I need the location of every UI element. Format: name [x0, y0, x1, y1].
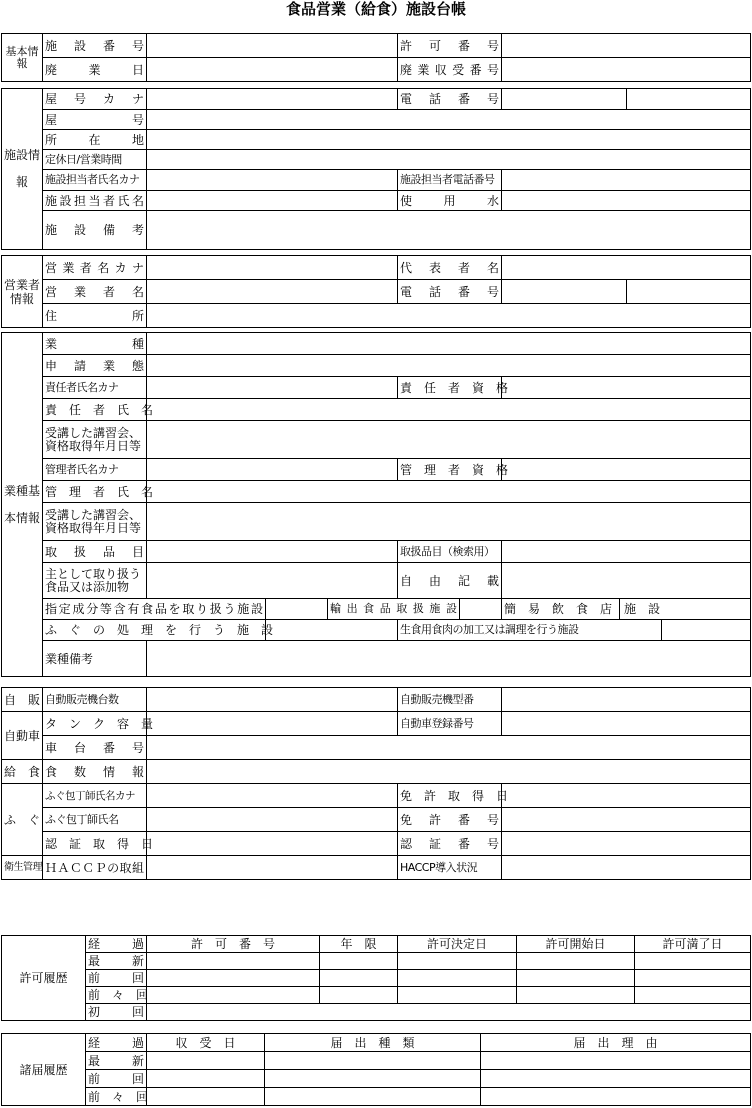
field-value[interactable] — [147, 333, 751, 355]
field-value[interactable] — [147, 760, 751, 784]
cell[interactable] — [635, 987, 751, 1004]
cell[interactable] — [481, 1052, 751, 1070]
field-value[interactable] — [147, 808, 398, 832]
page-title: 食品営業（給食）施設台帳 — [285, 0, 466, 18]
cell[interactable] — [265, 1088, 481, 1106]
field-value[interactable] — [662, 620, 751, 641]
cell[interactable] — [147, 987, 320, 1004]
field-label: 業 種 — [43, 333, 147, 355]
field-value[interactable] — [147, 355, 751, 377]
field-label: 認 証 番 号 — [398, 832, 502, 856]
cell[interactable] — [481, 1070, 751, 1088]
field-value[interactable] — [147, 110, 751, 130]
field-value[interactable] — [147, 130, 751, 150]
field-label: 責 任 者 資 格 — [398, 377, 502, 399]
field-value[interactable] — [502, 256, 751, 280]
field-label: 自 由 記 載 — [398, 563, 502, 599]
field-label: 管理者氏名カナ — [43, 459, 147, 481]
section-label: 衛生管理 — [2, 856, 43, 880]
section-label: 自 販 — [2, 688, 43, 712]
field-label: 施 設 番 号 — [43, 34, 147, 58]
cell[interactable] — [147, 1088, 265, 1106]
notice-history-table — [1, 1033, 751, 1106]
field-value[interactable] — [147, 563, 398, 599]
field-label: 使 用 水 — [398, 191, 502, 211]
section-label: 許可履歴 — [2, 936, 86, 1021]
field-label: 屋 号 — [43, 110, 147, 130]
cell[interactable] — [398, 953, 517, 970]
field-label: 食 数 情 報 — [43, 760, 147, 784]
column-header: 経 過 — [86, 1034, 147, 1052]
field-label: 車 台 番 号 — [43, 736, 147, 760]
field-value[interactable] — [502, 784, 751, 808]
field-label: ふ ぐ の 処 理 を 行 う 施 設 — [43, 620, 266, 641]
field-value[interactable] — [147, 712, 398, 736]
section-label: 自動車 — [2, 712, 43, 760]
section-label: 諸届履歴 — [2, 1034, 86, 1106]
field-label: 受講した講習会、資格取得年月日等 — [43, 503, 147, 541]
field-label: 定休日/営業時間 — [43, 150, 147, 170]
column-header: 許 可 番 号 — [147, 936, 320, 953]
cell[interactable] — [398, 970, 517, 987]
field-label: 輸出食品取扱施設 — [328, 599, 460, 620]
field-label: 責任者氏名カナ — [43, 377, 147, 399]
field-label: 受講した講習会、資格取得年月日等 — [43, 421, 147, 459]
field-label: 生食用食肉の加工又は調理を行う施設 — [398, 620, 662, 641]
field-value[interactable] — [147, 688, 398, 712]
field-label: 施 設 備 考 — [43, 211, 147, 250]
field-label: 許 可 番 号 — [398, 34, 502, 58]
row-label: 前 々 回 — [86, 1088, 147, 1106]
field-value[interactable] — [147, 784, 398, 808]
facility-table — [1, 88, 751, 250]
cell[interactable] — [265, 1052, 481, 1070]
cell[interactable] — [147, 1070, 265, 1088]
field-label: 自動販売機台数 — [43, 688, 147, 712]
field-value[interactable] — [502, 191, 751, 211]
field-label: 施設担当者電話番号 — [398, 170, 502, 191]
field-value[interactable] — [147, 304, 751, 328]
misc-table — [1, 687, 751, 880]
row-label: 前 回 — [86, 1070, 147, 1088]
field-value[interactable] — [147, 211, 751, 250]
column-header: 届 出 種 類 — [265, 1034, 481, 1052]
cell[interactable] — [147, 953, 320, 970]
field-label: 電 話 番 号 — [398, 280, 502, 304]
section-label: 業種基本情報 — [2, 333, 43, 677]
cell[interactable] — [481, 1088, 751, 1106]
field-label: 管 理 者 資 格 — [398, 459, 502, 481]
field-value[interactable] — [502, 808, 751, 832]
field-value[interactable] — [147, 481, 751, 503]
field-label: 営業者名カナ — [43, 256, 147, 280]
field-value[interactable] — [502, 89, 627, 110]
field-label: 営 業 者 名 — [43, 280, 147, 304]
field-value[interactable] — [147, 89, 398, 110]
section-label: 給 食 — [2, 760, 43, 784]
column-header: 許可開始日 — [517, 936, 635, 953]
cell[interactable] — [517, 987, 635, 1004]
cell[interactable] — [517, 953, 635, 970]
field-value[interactable] — [147, 856, 398, 880]
field-value[interactable] — [502, 34, 751, 58]
cell[interactable] — [265, 1070, 481, 1088]
field-value[interactable] — [147, 150, 751, 170]
field-value[interactable] — [502, 280, 627, 304]
field-label: 廃 業 日 — [43, 58, 147, 82]
field-value[interactable] — [147, 256, 398, 280]
field-label: 業種備考 — [43, 641, 147, 677]
cell[interactable] — [320, 970, 398, 987]
row-label: 初 回 — [86, 1004, 147, 1021]
field-value[interactable] — [502, 688, 751, 712]
section-label: 施設情報 — [2, 89, 43, 250]
field-label: ＨＡＣＣＰの取組 — [43, 856, 147, 880]
field-value[interactable] — [147, 34, 398, 58]
field-label: 電 話 番 号 — [398, 89, 502, 110]
cell[interactable] — [147, 1004, 751, 1021]
row-label: 最 新 — [86, 1052, 147, 1070]
field-label: 自動販売機型番 — [398, 688, 502, 712]
field-value[interactable] — [502, 712, 751, 736]
business-table — [1, 332, 751, 677]
field-label: 申 請 業 態 — [43, 355, 147, 377]
column-header: 届 出 理 由 — [481, 1034, 751, 1052]
cell[interactable] — [635, 953, 751, 970]
cell[interactable] — [147, 970, 320, 987]
field-label: 施設担当者氏名 — [43, 191, 147, 211]
basic-info-table — [1, 33, 751, 82]
cell[interactable] — [517, 970, 635, 987]
section-label: ふ ぐ — [2, 784, 43, 856]
field-label: 免 許 番 号 — [398, 808, 502, 832]
field-value[interactable] — [147, 459, 398, 481]
column-header: 許可決定日 — [398, 936, 517, 953]
cell[interactable] — [320, 953, 398, 970]
field-value[interactable] — [147, 541, 398, 563]
field-label: HACCP導入状況 — [398, 856, 502, 880]
cell[interactable] — [320, 987, 398, 1004]
field-value[interactable] — [502, 541, 751, 563]
field-value[interactable] — [147, 191, 398, 211]
field-label: 免 許 取 得 日 — [398, 784, 502, 808]
cell[interactable] — [147, 1052, 265, 1070]
field-label: 自動車登録番号 — [398, 712, 502, 736]
field-label: 主として取り扱う食品又は添加物 — [43, 563, 147, 599]
cell[interactable] — [635, 970, 751, 987]
field-value[interactable] — [266, 599, 328, 620]
field-label: 指定成分等含有食品を取り扱う施設 — [43, 599, 266, 620]
field-label: 廃業収受番号 — [398, 58, 502, 82]
operator-table — [1, 255, 751, 328]
row-label: 前 回 — [86, 970, 147, 987]
column-header: 年 限 — [320, 936, 398, 953]
field-value[interactable] — [460, 599, 502, 620]
field-value[interactable] — [627, 89, 751, 110]
field-label: ふぐ包丁師氏名 — [43, 808, 147, 832]
field-value[interactable] — [147, 503, 751, 541]
field-value[interactable] — [502, 563, 751, 599]
field-label: 簡 易 飲 食 店 施 設 — [502, 599, 620, 620]
field-value[interactable] — [502, 832, 751, 856]
field-label: 所 在 地 — [43, 130, 147, 150]
field-value[interactable] — [502, 170, 751, 191]
field-value[interactable] — [502, 377, 751, 399]
field-value[interactable] — [502, 459, 751, 481]
field-value[interactable] — [502, 856, 751, 880]
row-label: 最 新 — [86, 953, 147, 970]
field-value[interactable] — [147, 399, 751, 421]
field-label: 管 理 者 氏 名 — [43, 481, 147, 503]
field-value[interactable] — [147, 832, 398, 856]
field-value[interactable] — [627, 280, 751, 304]
permit-history-table — [1, 935, 751, 1021]
cell[interactable] — [398, 987, 517, 1004]
field-label: タ ン ク 容 量 — [43, 712, 147, 736]
field-value[interactable] — [266, 620, 398, 641]
field-value[interactable] — [147, 170, 398, 191]
column-header: 収 受 日 — [147, 1034, 265, 1052]
section-label: 基本情報 — [2, 34, 43, 82]
field-label: 屋 号 カ ナ — [43, 89, 147, 110]
field-value[interactable] — [147, 58, 398, 82]
field-value[interactable] — [147, 377, 398, 399]
field-label: 住 所 — [43, 304, 147, 328]
field-value[interactable] — [147, 641, 751, 677]
field-label: 代 表 者 名 — [398, 256, 502, 280]
field-value[interactable] — [147, 421, 751, 459]
section-label: 営業者情報 — [2, 256, 43, 328]
field-label: 取扱品目（検索用） — [398, 541, 502, 563]
field-label: 認 証 取 得 日 — [43, 832, 147, 856]
row-label: 前 々 回 — [86, 987, 147, 1004]
field-label: 責 任 者 氏 名 — [43, 399, 147, 421]
field-value[interactable] — [147, 280, 398, 304]
field-label: 取 扱 品 目 — [43, 541, 147, 563]
column-header: 許可満了日 — [635, 936, 751, 953]
field-label: ふぐ包丁師氏名カナ — [43, 784, 147, 808]
field-value[interactable] — [147, 736, 751, 760]
field-label: 施設担当者氏名カナ — [43, 170, 147, 191]
field-value[interactable] — [502, 58, 751, 82]
column-header: 経 過 — [86, 936, 147, 953]
